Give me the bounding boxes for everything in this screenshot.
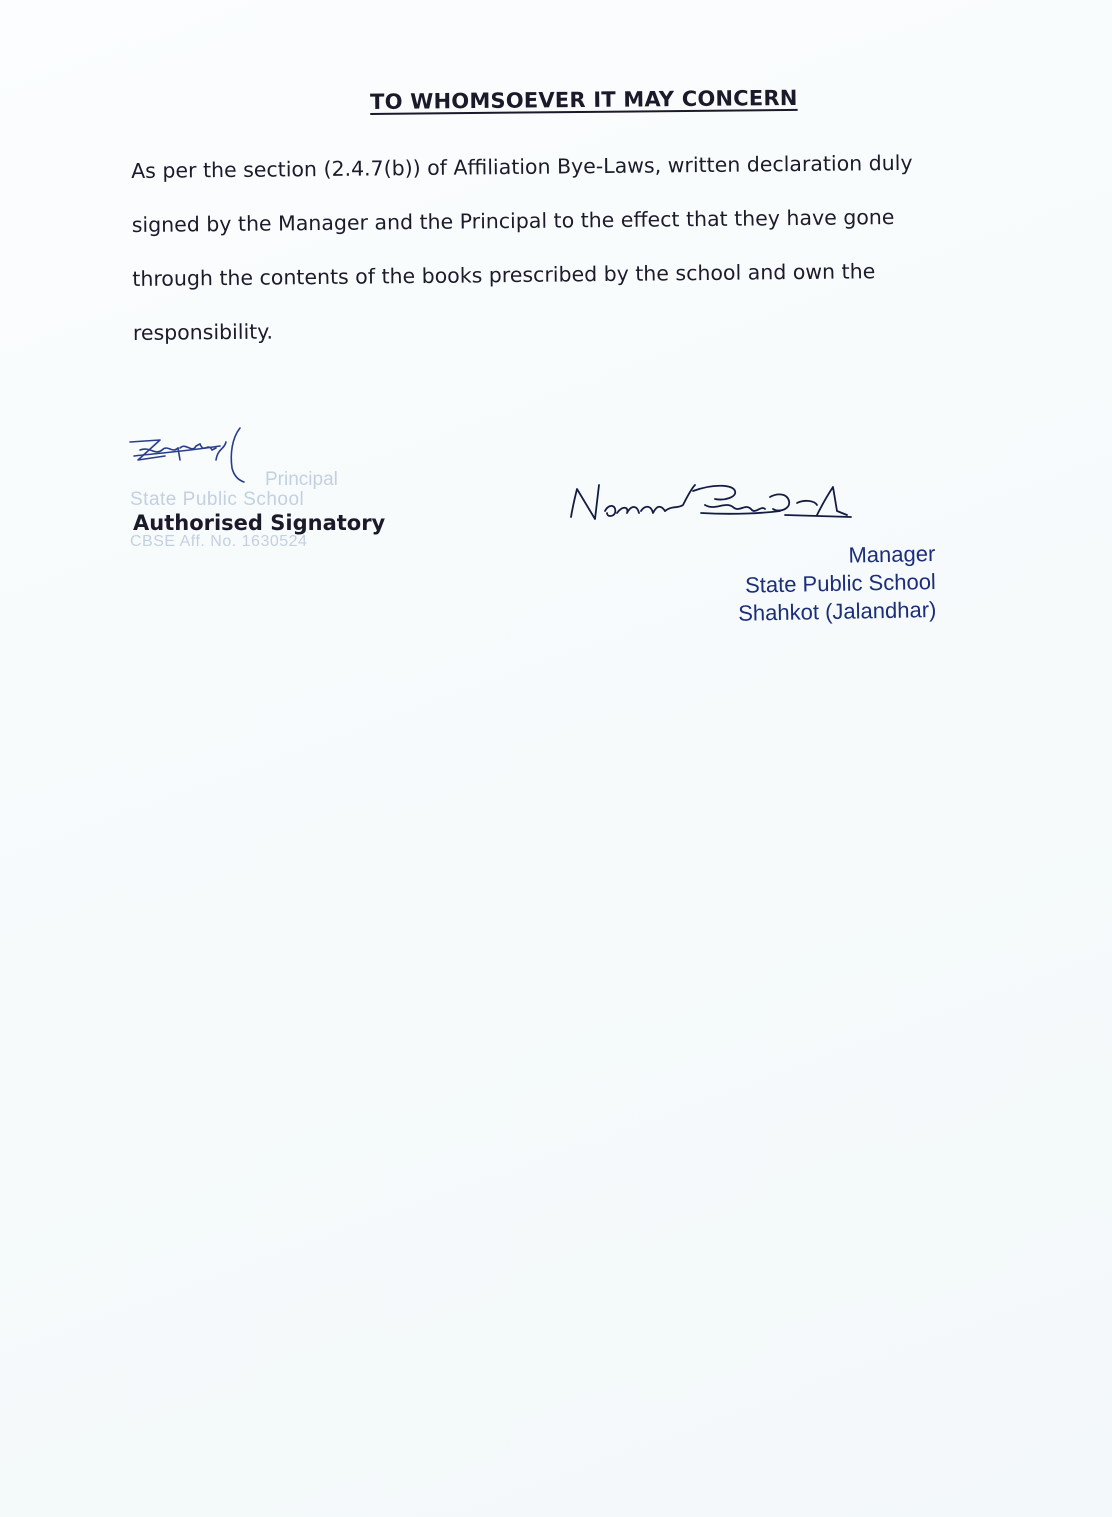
paragraph-line: through the contents of the books prescribed by the school and own the: [132, 259, 876, 291]
manager-signature: [565, 475, 860, 530]
principal-signature: [120, 420, 260, 490]
authorised-signatory-label: Authorised Signatory: [133, 511, 386, 535]
declaration-paragraph: [131, 142, 1033, 367]
manager-location: Shahkot (Jalandhar): [738, 596, 937, 626]
paragraph-line: As per the section (2.4.7(b)) of Affiliation Bye-Laws, written declaration duly: [131, 150, 913, 183]
stamp-registration: CBSE Aff. No. 1630524: [130, 533, 308, 550]
manager-title: Manager: [848, 540, 936, 568]
manager-stamp: [700, 540, 937, 628]
stamp-school: State Public School: [130, 489, 305, 510]
paragraph-line: responsibility.: [132, 319, 274, 345]
manager-school: State Public School: [744, 568, 937, 598]
document-heading: TO WHOMSOEVER IT MAY CONCERN: [370, 85, 798, 114]
stamp-title: Principal: [265, 469, 338, 490]
paragraph-line: signed by the Manager and the Principal to the effect that they have gone: [131, 205, 895, 237]
